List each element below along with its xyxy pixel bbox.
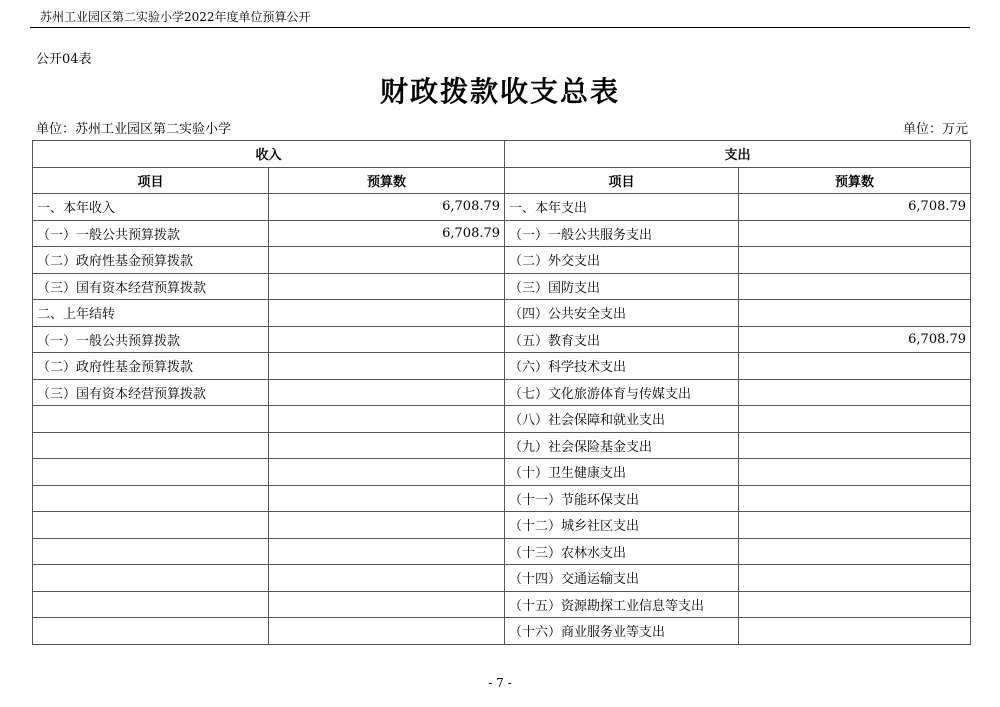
expense-item-cell: （十一）节能环保支出 xyxy=(505,485,739,512)
expense-item-cell: （四）公共安全支出 xyxy=(505,300,739,327)
expense-item-cell: （十二）城乡社区支出 xyxy=(505,512,739,539)
expense-value-cell xyxy=(739,300,971,327)
income-item-cell xyxy=(33,538,269,565)
income-item-cell xyxy=(33,432,269,459)
expense-item-cell: （五）教育支出 xyxy=(505,326,739,353)
expense-value-cell xyxy=(739,247,971,274)
income-item-cell: （一）一般公共预算拨款 xyxy=(33,326,269,353)
table-row xyxy=(33,379,971,406)
table-row xyxy=(33,459,971,486)
table-row xyxy=(33,565,971,592)
expense-item-cell: （六）科学技术支出 xyxy=(505,353,739,380)
expense-value-cell xyxy=(739,565,971,592)
income-value-cell xyxy=(269,353,505,380)
running-header: 苏州工业园区第二实验小学2022年度单位预算公开 xyxy=(40,10,311,24)
expense-value-cell xyxy=(739,591,971,618)
table-row xyxy=(33,406,971,433)
budget-table xyxy=(32,140,971,645)
expense-item-cell: （十五）资源勘探工业信息等支出 xyxy=(505,591,739,618)
col-income-item: 项目 xyxy=(33,167,269,194)
table-body xyxy=(33,194,971,645)
income-value-cell xyxy=(269,406,505,433)
expense-item-cell: （一）一般公共服务支出 xyxy=(505,220,739,247)
expense-value-cell xyxy=(739,485,971,512)
expense-value-cell xyxy=(739,273,971,300)
expense-value-cell xyxy=(739,220,971,247)
income-item-cell xyxy=(33,406,269,433)
income-value-cell xyxy=(269,618,505,645)
income-value-cell xyxy=(269,379,505,406)
income-item-cell: 一、本年收入 xyxy=(33,194,269,221)
income-item-cell xyxy=(33,565,269,592)
page-number: - 7 - xyxy=(488,676,512,690)
group-income-header: 收入 xyxy=(33,141,505,168)
table-row xyxy=(33,538,971,565)
unit-measure: 单位：万元 xyxy=(902,122,968,137)
col-income-budget: 预算数 xyxy=(269,167,505,194)
income-value-cell xyxy=(269,247,505,274)
expense-value-cell xyxy=(739,353,971,380)
expense-value-cell xyxy=(739,379,971,406)
income-item-cell xyxy=(33,618,269,645)
income-value-cell xyxy=(269,512,505,539)
income-value-cell: 6,708.79 xyxy=(269,194,505,221)
income-item-cell xyxy=(33,512,269,539)
table-group-header xyxy=(33,141,971,168)
expense-item-cell: （三）国防支出 xyxy=(505,273,739,300)
expense-value-cell: 6,708.79 xyxy=(739,326,971,353)
expense-item-cell: 一、本年支出 xyxy=(505,194,739,221)
header-rule xyxy=(30,27,970,28)
table-row xyxy=(33,512,971,539)
expense-item-cell: （八）社会保障和就业支出 xyxy=(505,406,739,433)
table-row xyxy=(33,353,971,380)
expense-item-cell: （十四）交通运输支出 xyxy=(505,565,739,592)
income-item-cell: （二）政府性基金预算拨款 xyxy=(33,247,269,274)
income-value-cell xyxy=(269,326,505,353)
col-expense-budget: 预算数 xyxy=(739,167,971,194)
income-value-cell xyxy=(269,273,505,300)
income-value-cell xyxy=(269,591,505,618)
table-row xyxy=(33,247,971,274)
table-row xyxy=(33,300,971,327)
income-item-cell: （三）国有资本经营预算拨款 xyxy=(33,379,269,406)
table-row xyxy=(33,618,971,645)
income-item-cell: 二、上年结转 xyxy=(33,300,269,327)
expense-value-cell xyxy=(739,459,971,486)
table-code: 公开04表 xyxy=(36,52,92,67)
table-row xyxy=(33,432,971,459)
expense-value-cell xyxy=(739,512,971,539)
income-item-cell: （一）一般公共预算拨款 xyxy=(33,220,269,247)
expense-item-cell: （九）社会保险基金支出 xyxy=(505,432,739,459)
expense-item-cell: （十三）农林水支出 xyxy=(505,538,739,565)
income-value-cell xyxy=(269,565,505,592)
income-value-cell: 6,708.79 xyxy=(269,220,505,247)
income-item-cell xyxy=(33,459,269,486)
income-item-cell xyxy=(33,485,269,512)
expense-item-cell: （七）文化旅游体育与传媒支出 xyxy=(505,379,739,406)
table-row xyxy=(33,591,971,618)
expense-item-cell: （二）外交支出 xyxy=(505,247,739,274)
group-expense-header: 支出 xyxy=(505,141,971,168)
expense-item-cell: （十六）商业服务业等支出 xyxy=(505,618,739,645)
income-value-cell xyxy=(269,459,505,486)
table-row xyxy=(33,194,971,221)
table-row xyxy=(33,220,971,247)
expense-value-cell xyxy=(739,618,971,645)
table-row xyxy=(33,485,971,512)
income-value-cell xyxy=(269,300,505,327)
expense-value-cell xyxy=(739,538,971,565)
col-expense-item: 项目 xyxy=(505,167,739,194)
table-row xyxy=(33,273,971,300)
page-title: 财政拨款收支总表 xyxy=(379,75,620,108)
expense-value-cell xyxy=(739,432,971,459)
expense-value-cell: 6,708.79 xyxy=(739,194,971,221)
income-value-cell xyxy=(269,432,505,459)
income-value-cell xyxy=(269,538,505,565)
table-row xyxy=(33,326,971,353)
income-value-cell xyxy=(269,485,505,512)
income-item-cell: （三）国有资本经营预算拨款 xyxy=(33,273,269,300)
income-item-cell xyxy=(33,591,269,618)
income-item-cell: （二）政府性基金预算拨款 xyxy=(33,353,269,380)
expense-item-cell: （十）卫生健康支出 xyxy=(505,459,739,486)
expense-value-cell xyxy=(739,406,971,433)
table-column-header xyxy=(33,167,971,194)
unit-name: 单位：苏州工业园区第二实验小学 xyxy=(36,122,232,137)
